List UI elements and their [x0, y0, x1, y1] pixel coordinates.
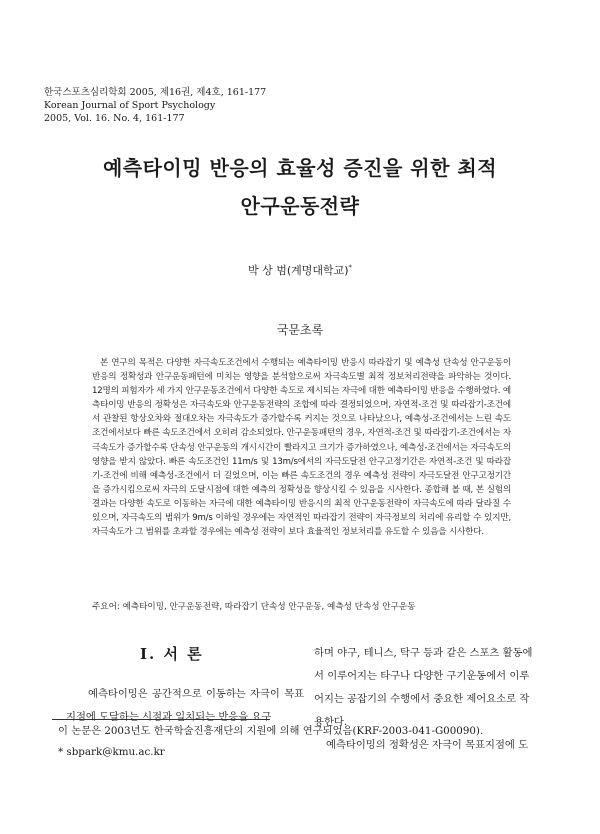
right-line-2: 서 이루어지는 타구나 다양한 구기운동에서 이루	[314, 670, 530, 682]
journal-korean-citation: 한국스포츠심리학회 2005, 제16권, 제4호, 161-177	[44, 87, 267, 98]
journal-english-name: Korean Journal of Sport Psychology	[44, 100, 216, 111]
right-line-1: 하며 야구, 테니스, 탁구 등과 같은 스포츠 활동에	[314, 647, 533, 659]
abstract-body: 본 연구의 목적은 다양한 자극속도조건에서 수행되는 예측타이밍 반응시 따라잡기 및 예측성 단속성 안구운동이 반응의 정확성과 안구운동패턴에 미치는 영향을 분석함으로써 자극속도별 최적 정보처리전략을 파악하는 것이다. 12명의 피험자가 세 가지 안구운동조건에서 다양한 속도로 제시되는 자극에 대한 예측타이밍 반응을 수행하였다. 예측타이밍 반응의 정확성은 자극속도와 안구운동전략의 조합에 따라 결정되었으며, 자연적-조건 및 따라잡기-조건에서 관찰된 항상오차와 절대오차는 자극속도가 증가할수록 커지는 것으로 나타났으나, 예측성-조건에서는 느린 속도조건에서보다 빠른 속도조건에서 오히려 감소되었다. 안구운동패턴의 경우, 자연적-조건 및 따라잡기-조건에서는 자극속도가 증가할수록 단속성 안구운동의 개시시간이 빨라지고 크기가 증가하였으나, 예측성-조건에서는 자극속도의 영향을 받지 않았다. 빠른 속도조건인 11m/s 및 13m/s에서의 자극도달전 안구고정기간은 자연적-조건 및 따라잡기-조건에 비해 예측성-조건에서 더 길었으며, 이는 빠른 속도조건의 경우 예측성 전략이 자극도달전 안구고정기간을 증가시킴으로써 자극의 도달시점에 대한 예측의 정확성을 향상시킬 수 있음을 시사한다. 종합해 볼 때, 본 실험의 결과는 다양한 속도로 이동하는 자극에 대한 예측타이밍 반응시의 최적 안구운동전략이 자극속도에 따라 달라질 수 있으며, 자극속도의 범위가 9m/s 이하일 경우에는 자연적인 따라잡기 전략이 자극정보의 처리에 유리할 수 있지만, 자극속도가 그 범위를 초과할 경우에는 예측성 전략이 보다 효율적인 정보처리를 유도할 수 있음을 시사한다.	[92, 358, 511, 538]
author-name: 박 상 범(계명대학교)	[247, 264, 349, 277]
author-footnote-marker: *	[348, 263, 353, 272]
abstract-heading: 국문초록	[276, 323, 324, 337]
right-line-4: 용한다.	[314, 716, 348, 728]
footnote-email: * sbpark@kmu.ac.kr	[58, 746, 165, 758]
body-right-column	[314, 642, 552, 757]
journal-volume-info: 2005, Vol. 16. No. 4, 161-177	[44, 113, 185, 124]
footnote-divider	[52, 719, 270, 720]
paper-title-line-1: 예측타이밍 반응의 효율성 증진을 위한 최적	[102, 156, 498, 180]
journal-info	[44, 86, 364, 125]
left-paragraph: 예측타이밍은 공간적으로 이동하는 자극이 목표지점에 도달하는 시점과 일치되는 반응을 요구	[66, 688, 304, 723]
keywords: 주요어: 예측타이밍, 안구운동전략, 따라잡기 단속성 안구운동, 예측성 단속성 안구운동	[92, 602, 416, 612]
right-line-3: 어지는 공잡기의 수행에서 중요한 제어요소로 작	[314, 693, 530, 705]
right-line-5: 예측타이밍의 정확성은 자극이 목표지점에 도	[326, 739, 529, 751]
author-line	[0, 262, 600, 278]
section-heading-introduction: I. 서 론	[140, 645, 204, 663]
footnote-funding: 이 논문은 2003년도 한국학술진흥재단의 지원에 의해 연구되었음(KRF-2003-041-G00090).	[58, 725, 484, 737]
paper-title-line-2: 안구운동전략	[240, 194, 360, 218]
